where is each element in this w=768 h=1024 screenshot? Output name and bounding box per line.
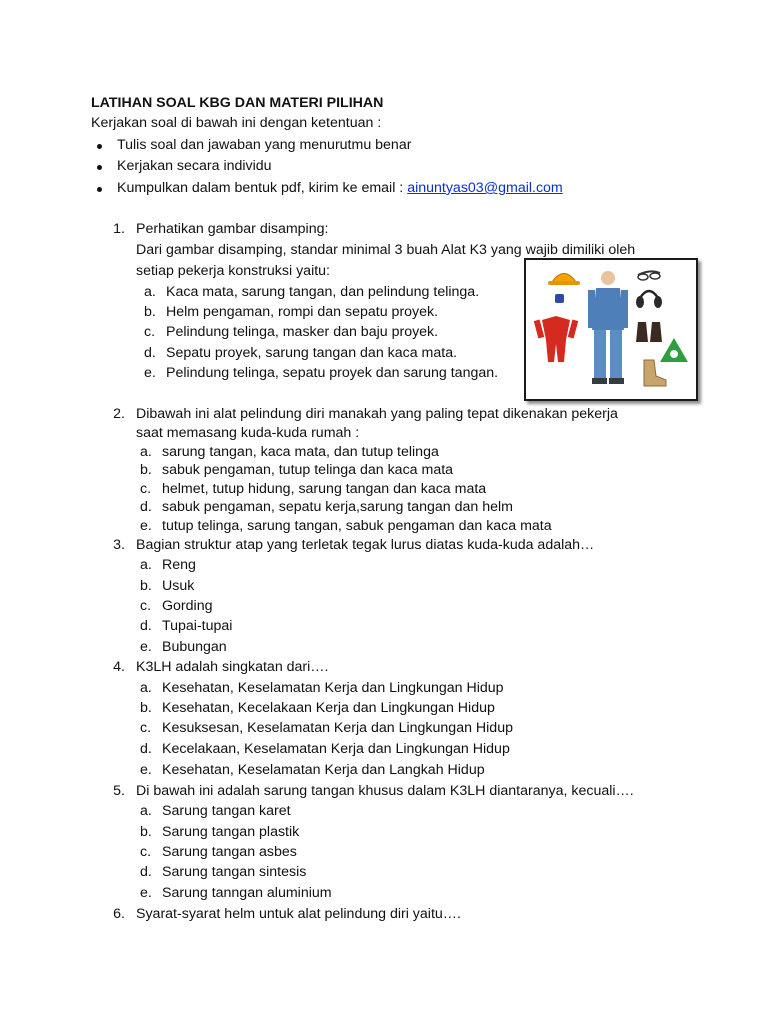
answer-option <box>140 824 299 840</box>
option-letter: e. <box>140 639 152 655</box>
answer-option <box>140 700 495 716</box>
option-text: helmet, tutup hidung, sarung tangan dan kaca mata <box>162 481 487 497</box>
answer-option <box>140 803 291 819</box>
safety-sign-icon <box>660 338 688 362</box>
ppe-drawing <box>526 260 696 399</box>
answer-option <box>144 304 438 320</box>
gloves-icon <box>636 322 662 342</box>
answer-option <box>140 499 513 515</box>
option-text: sarung tangan, kaca mata, dan tutup telinga <box>162 444 439 460</box>
option-letter: e. <box>144 365 156 381</box>
option-text: Sarung tangan asbes <box>162 844 297 860</box>
answer-option <box>144 365 498 381</box>
option-letter: c. <box>140 844 152 860</box>
option-text: Sarung tangan plastik <box>162 824 300 840</box>
option-text: Kecelakaan, Keselamatan Kerja dan Lingkungan Hidup <box>162 741 510 757</box>
email-link[interactable]: ainuntyas03@gmail.com <box>407 180 563 196</box>
option-letter: c. <box>144 324 156 340</box>
rule-item <box>117 180 563 196</box>
answer-option <box>140 557 196 573</box>
option-text: Helm pengaman, rompi dan sepatu proyek. <box>166 304 439 320</box>
ppe-illustration <box>524 258 698 401</box>
page-title: LATIHAN SOAL KBG DAN MATERI PILIHAN <box>91 95 384 111</box>
option-letter: b. <box>140 578 152 594</box>
answer-option <box>140 844 297 860</box>
option-letter: a. <box>140 803 152 819</box>
question-number: 2. <box>113 406 125 422</box>
question-number: 5. <box>113 783 125 799</box>
option-text: sabuk pengaman, sepatu kerja,sarung tangan dan helm <box>162 499 513 515</box>
answer-option <box>140 741 510 757</box>
safety-glasses-icon <box>638 271 660 280</box>
question-text: Di bawah ini adalah sarung tangan khusus dalam K3LH diantaranya, kecuali…. <box>136 783 634 799</box>
option-letter: b. <box>140 462 152 478</box>
option-letter: a. <box>140 444 152 460</box>
option-text: Kesehatan, Kecelakaan Kerja dan Lingkungan Hidup <box>162 700 495 716</box>
rule-item: Tulis soal dan jawaban yang menurutmu benar <box>117 137 412 153</box>
question-number: 3. <box>113 537 125 553</box>
option-text: Bubungan <box>162 639 227 655</box>
option-letter: c. <box>140 598 152 614</box>
worker-figure <box>588 271 628 384</box>
option-text: Sarung tangan karet <box>162 803 291 819</box>
option-letter: e. <box>140 518 152 534</box>
option-letter: c. <box>140 720 152 736</box>
question-number: 4. <box>113 659 125 675</box>
answer-option <box>140 720 513 736</box>
option-letter: b. <box>140 700 152 716</box>
option-text: Pelindung telinga, masker dan baju proyek. <box>166 324 439 340</box>
rule-text: Kumpulkan dalam bentuk pdf, kirim ke email : <box>117 180 408 196</box>
question-text: Perhatikan gambar disamping: <box>136 221 329 237</box>
option-letter: e. <box>140 762 152 778</box>
option-letter: a. <box>140 557 152 573</box>
question-text: setiap pekerja konstruksi yaitu: <box>136 263 330 279</box>
option-letter: d. <box>140 618 152 634</box>
answer-option <box>140 618 232 634</box>
answer-option <box>140 762 485 778</box>
option-text: Usuk <box>162 578 195 594</box>
option-letter: d. <box>144 345 156 361</box>
answer-option <box>140 864 306 880</box>
question-text: Syarat-syarat helm untuk alat pelindung diri yaitu…. <box>136 906 461 922</box>
option-text: tutup telinga, sarung tangan, sabuk pengaman dan kaca mata <box>162 518 552 534</box>
answer-option <box>140 578 194 594</box>
answer-option <box>140 885 332 901</box>
option-text: Kesehatan, Keselamatan Kerja dan Langkah Hidup <box>162 762 485 778</box>
answer-option <box>144 284 479 300</box>
option-letter: e. <box>140 885 152 901</box>
option-text: sabuk pengaman, tutup telinga dan kaca mata <box>162 462 454 478</box>
option-letter: a. <box>140 680 152 696</box>
option-text: Sarung tangan sintesis <box>162 864 307 880</box>
option-text: Kaca mata, sarung tangan, dan pelindung telinga. <box>166 284 480 300</box>
option-text: Sepatu proyek, sarung tangan dan kaca mata. <box>166 345 458 361</box>
option-letter: b. <box>140 824 152 840</box>
option-letter: d. <box>140 741 152 757</box>
answer-option <box>144 345 457 361</box>
answer-option <box>144 324 438 340</box>
question-number: 1. <box>113 221 125 237</box>
option-text: Pelindung telinga, sepatu proyek dan sarung tangan. <box>166 365 499 381</box>
option-letter: d. <box>140 864 152 880</box>
option-text: Tupai-tupai <box>162 618 233 634</box>
answer-option <box>140 680 504 696</box>
answer-option <box>140 444 439 460</box>
question-text: Dari gambar disamping, standar minimal 3 buah Alat K3 yang wajib dimiliki oleh <box>136 242 636 258</box>
option-text: Sarung tanngan aluminium <box>162 885 332 901</box>
question-text: saat memasang kuda-kuda rumah : <box>136 425 360 441</box>
option-text: Kesehatan, Keselamatan Kerja dan Lingkungan Hidup <box>162 680 504 696</box>
question-number: 6. <box>113 906 125 922</box>
option-text: Kesuksesan, Keselamatan Kerja dan Lingkungan Hidup <box>162 720 513 736</box>
question-text: Bagian struktur atap yang terletak tegak lurus diatas kuda-kuda adalah… <box>136 537 595 553</box>
mask-icon <box>555 294 564 303</box>
option-letter: c. <box>140 481 152 497</box>
answer-option <box>140 598 212 614</box>
answer-option <box>140 639 227 655</box>
hard-hat-icon <box>548 274 580 286</box>
safety-boot-icon <box>644 360 666 386</box>
option-letter: d. <box>140 499 152 515</box>
answer-option <box>140 462 453 478</box>
question-text: Dibawah ini alat pelindung diri manakah yang paling tepat dikenakan pekerja <box>136 406 618 422</box>
option-text: Reng <box>162 557 196 573</box>
answer-option <box>140 518 552 534</box>
coverall-icon <box>534 316 578 362</box>
ear-protection-icon <box>636 291 662 308</box>
answer-option <box>140 481 486 497</box>
rule-item: Kerjakan secara individu <box>117 158 272 174</box>
option-text: Gording <box>162 598 213 614</box>
instruction-text: Kerjakan soal di bawah ini dengan ketentuan : <box>91 115 382 131</box>
option-letter: a. <box>144 284 156 300</box>
option-letter: b. <box>144 304 156 320</box>
question-text: K3LH adalah singkatan dari…. <box>136 659 329 675</box>
